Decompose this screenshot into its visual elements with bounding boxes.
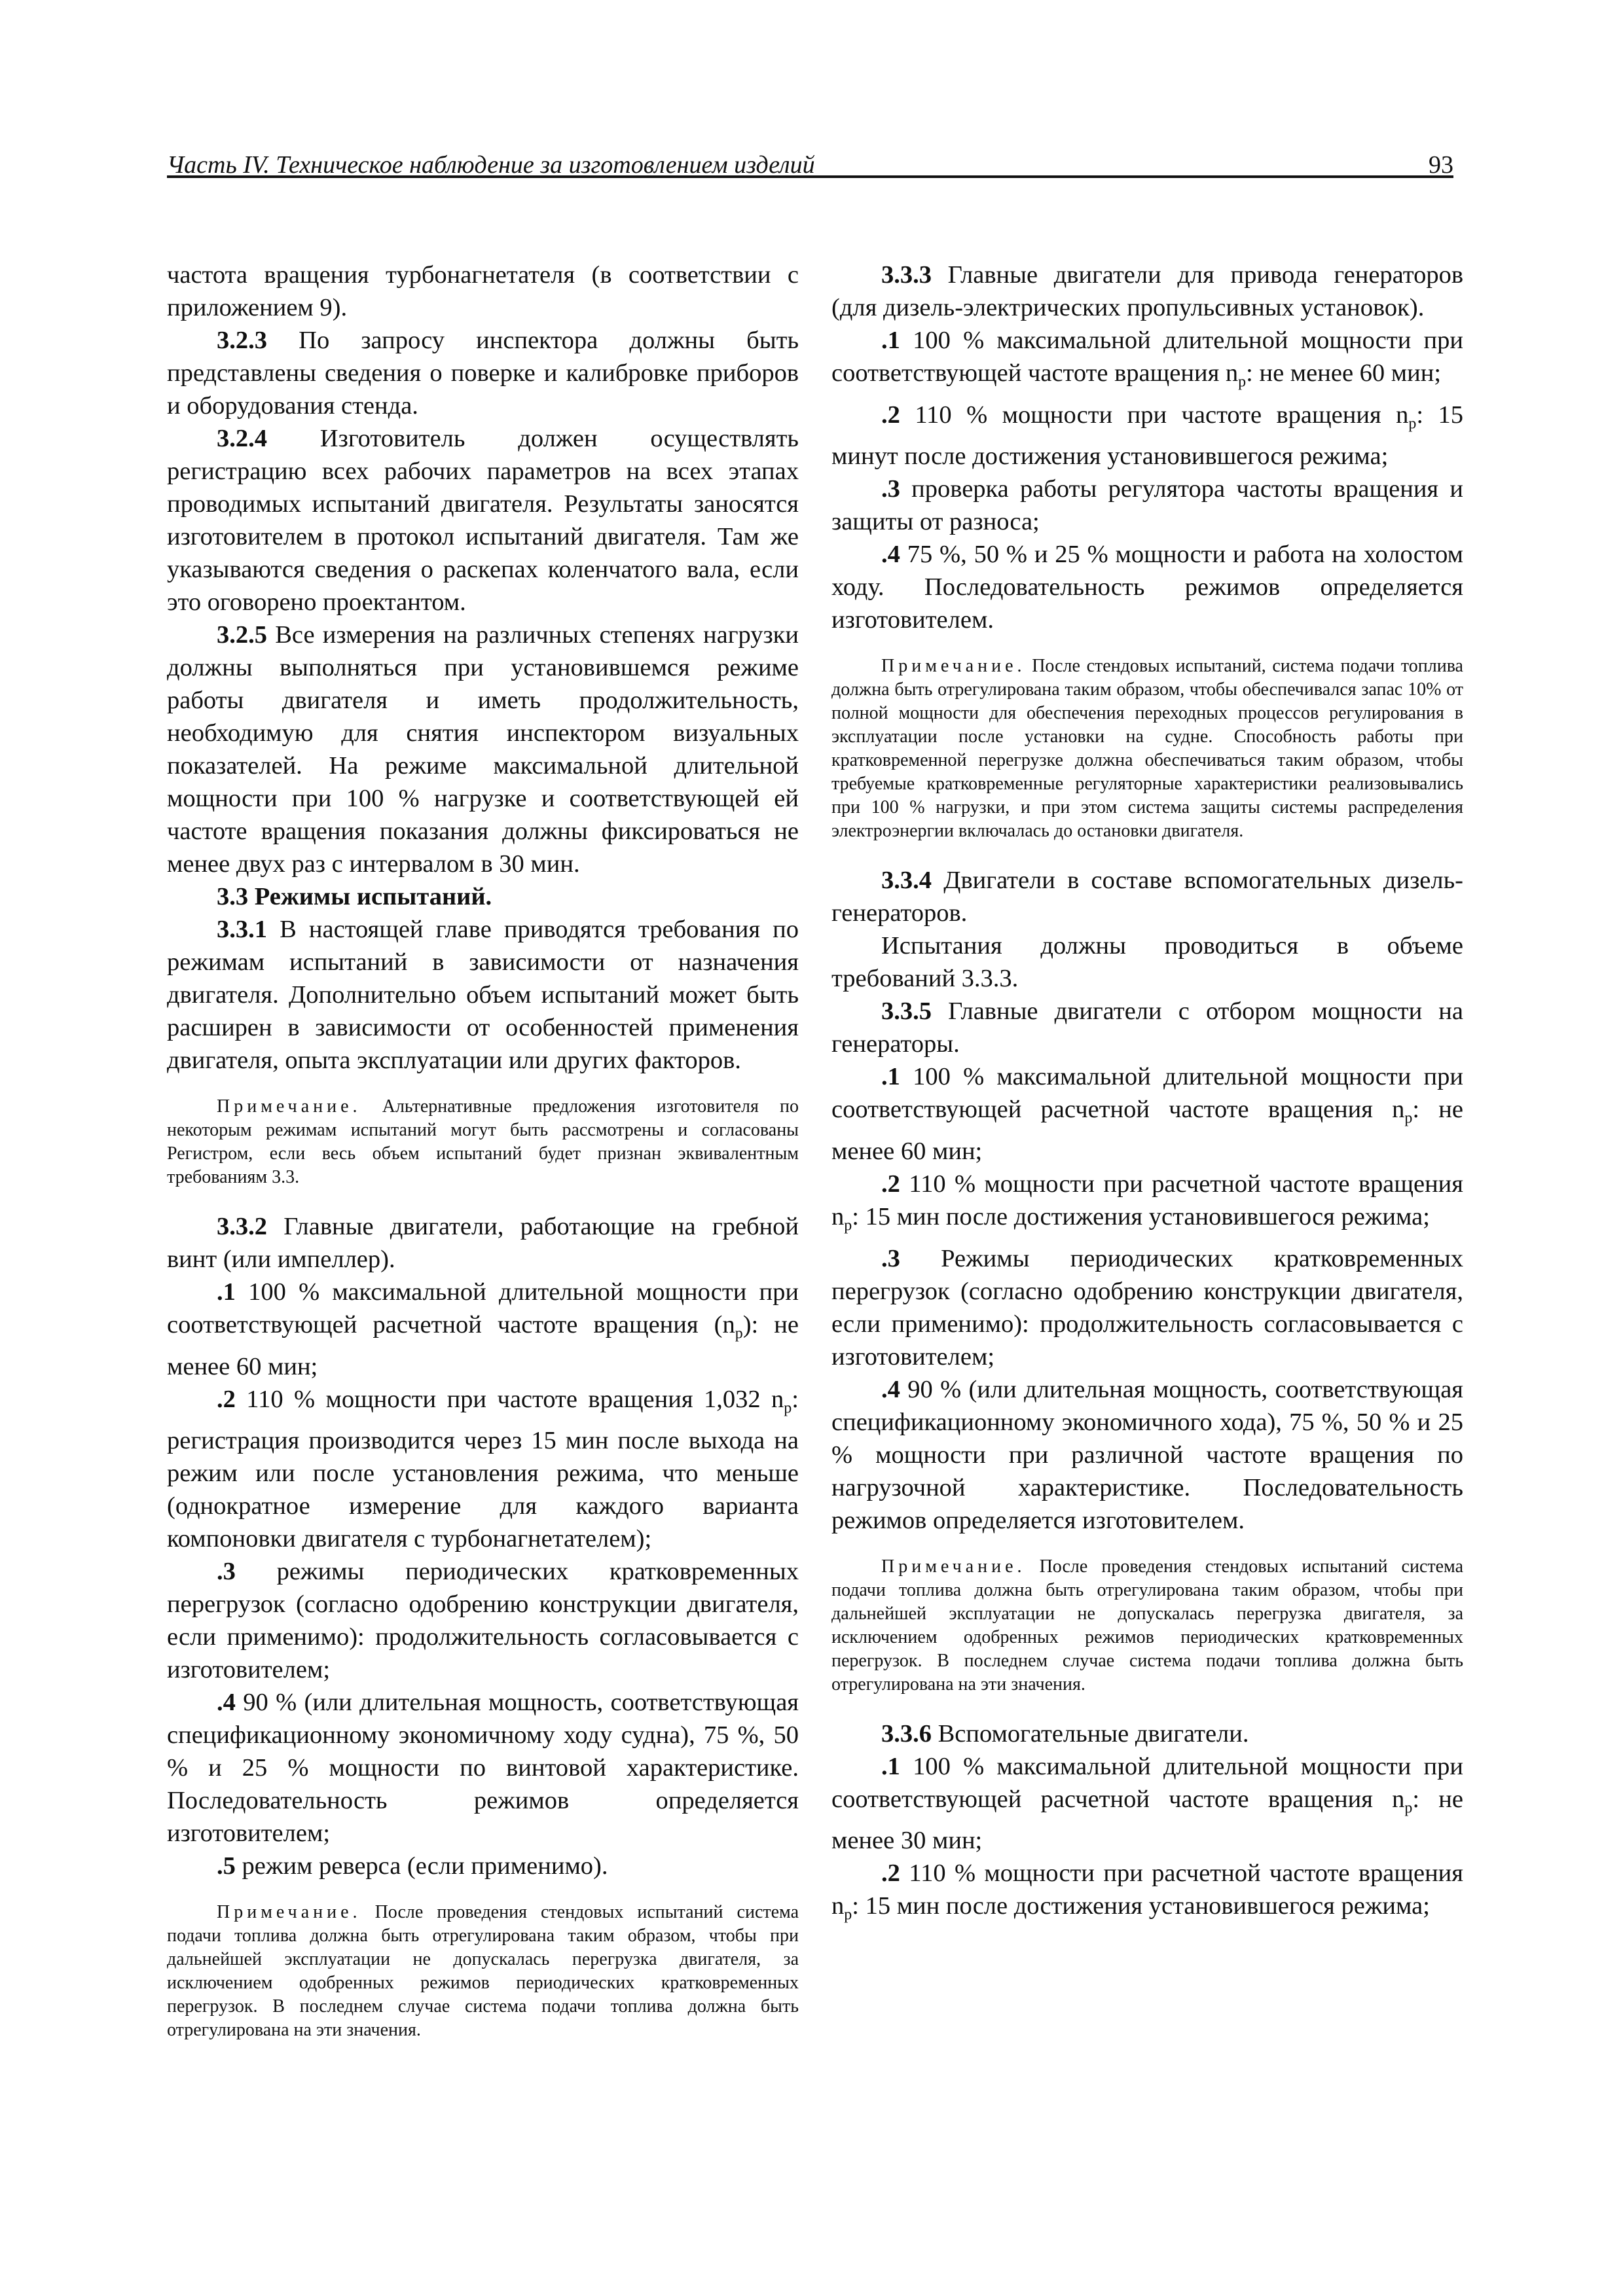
left-column <box>167 259 799 2063</box>
paragraph: 3.3.3 Главные двигатели для привода генераторов (для дизель-электрических пропульсивных установок). <box>831 261 1463 321</box>
list-item: .1 100 % максимальной длительной мощности при соответствующей частоте вращения $n_р$: не менее 60 мин; <box>831 327 1463 391</box>
header-rule <box>167 175 1453 178</box>
list-item: .1 100 % максимальной длительной мощности при соответствующей расчетной частоте вращения $n_р$: не менее 30 мин; <box>831 1752 1463 1855</box>
list-item: .1 100 % максимальной длительной мощности при соответствующей расчетной частоте вращения $(n_р)$: не менее 60 мин; <box>167 1278 799 1380</box>
paragraph: 3.2.3 По запросу инспектора должны быть представлены сведения о поверке и калибровке приборов и оборудования стенда. <box>167 327 799 420</box>
page-number: 93 <box>1429 151 1453 179</box>
paragraph: 3.2.4 Изготовитель должен осуществлять регистрацию всех рабочих параметров на всех этапах проводимых испытаний двигателя. Результаты заносятся изготовителем в протокол испытаний двигателя. Там же указываются сведения о раскепах коленчатого вала, если это оговорено проектантом. <box>167 425 799 616</box>
list-item: .2 110 % мощности при частоте вращения 1,032 $n_р$: регистрация производится через 15 мин после выхода на режим или после установления режима, что меньше (однократное измерение для каждого варианта компоновки двигателя с турбонагнетателем); <box>167 1385 799 1553</box>
list-item: .3 проверка работы регулятора частоты вращения и защиты от разноса; <box>831 475 1463 536</box>
list-item: .3 Режимы периодических кратковременных перегрузок (согласно одобрению конструкции двигателя, если применимо): продолжительность согласовывается с изготовителем; <box>831 1244 1463 1371</box>
list-item: .4 75 %, 50 % и 25 % мощности и работа на холостом ходу. Последовательность режимов определяется изготовителем. <box>831 541 1463 634</box>
list-item: .5 режим реверса (если применимо). <box>217 1852 608 1880</box>
list-item: .2 110 % мощности при расчетной частоте вращения $n_р$: 15 мин после достижения установившегося режима; <box>831 1170 1463 1234</box>
paragraph: Испытания должны проводиться в объеме требований 3.3.3. <box>831 932 1463 993</box>
list-item: .3 режимы периодических кратковременных перегрузок (согласно одобрению конструкции двигателя, если применимо): продолжительность согласовывается с изготовителем; <box>167 1558 799 1684</box>
list-item: .4 90 % (или длительная мощность, соответствующая спецификационному экономичного хода), 75 %, 50 % и 25 % мощности при различной частоте вращения по нагрузочной характеристике. Последовательность режимов определяется изготовителем. <box>831 1375 1463 1534</box>
paragraph: 3.2.5 Все измерения на различных степенях нагрузки должны выполняться при установившемся режиме работы двигателя и иметь продолжительность, необходимую для снятия инспектором визуальных показателей. На режиме максимальной длительной мощности при 100 % нагрузке и соответствующей ей частоте вращения показания должны фиксироваться не менее двух раз с интервалом в 30 мин. <box>167 621 799 878</box>
paragraph: 3.3.1 В настоящей главе приводятся требования по режимам испытаний в зависимости от назначения двигателя. Дополнительно объем испытаний может быть расширен в зависимости от особенностей применения двигателя, опыта эксплуатации или других факторов. <box>167 916 799 1074</box>
list-item: .2 110 % мощности при расчетной частоте вращения $n_р$: 15 мин после достижения установившегося режима; <box>831 1859 1463 1924</box>
paragraph: 3.3.6 Вспомогательные двигатели. <box>881 1719 1249 1748</box>
header-title: Часть IV. Техническое наблюдение за изготовлением изделий <box>167 151 815 179</box>
note-block: Примечание. После проведения стендовых испытаний система подачи топлива должна быть отрегулирована таким образом, чтобы при дальнейшей эксплуатации не допускалась перегрузка двигателя, за исключением одобренных режимов периодических кратковременных перегрузок. В последнем случае система подачи топлива должна быть отрегулирована на эти значения. <box>167 1902 799 2041</box>
paragraph: частота вращения турбонагнетателя (в соответствии с приложением 9). <box>167 261 799 321</box>
list-item: .1 100 % максимальной длительной мощности при соответствующей расчетной частоте вращения $n_р$: не менее 60 мин; <box>831 1063 1463 1166</box>
paragraph: 3.3.4 Двигатели в составе вспомогательных дизель-генераторов. <box>831 867 1463 927</box>
list-item: .2 110 % мощности при частоте вращения $n_р$: 15 минут после достижения установившегося режима; <box>831 401 1463 471</box>
note-block: Примечание. Альтернативные предложения изготовителя по некоторым режимам испытаний могут быть рассмотрены и согласованы Регистром, если весь объем испытаний будет признан эквивалентным требованиям 3.3. <box>167 1096 799 1187</box>
paragraph: 3.3.2 Главные двигатели, работающие на гребной винт (или импеллер). <box>167 1213 799 1273</box>
paragraph: 3.3.5 Главные двигатели с отбором мощности на генераторы. <box>831 997 1463 1058</box>
note-block: Примечание. После стендовых испытаний, система подачи топлива должна быть отрегулирована таким образом, чтобы обеспечивался запас 10% от полной мощности для обеспечения переходных процессов регулирования в эксплуатации после установки на судне. Способность работы при кратковременной перегрузке должна обеспечиваться таким образом, чтобы требуемые кратковременные регуляторные характеристики реализовывались при 100 % нагрузки, и при этом система защиты системы распределения электроэнергии включалась до остановки двигателя. <box>831 656 1463 842</box>
section-heading: 3.3 Режимы испытаний. <box>217 883 492 910</box>
note-block: Примечание. После проведения стендовых испытаний система подачи топлива должна быть отрегулирована таким образом, чтобы при дальнейшей эксплуатации не допускалась перегрузка двигателя, за исключением одобренных режимов периодических кратковременных перегрузок. В последнем случае система подачи топлива должна быть отрегулирована на эти значения. <box>831 1556 1463 1695</box>
right-column <box>831 259 1463 1931</box>
running-header <box>167 145 1453 178</box>
list-item: .4 90 % (или длительная мощность, соответствующая спецификационному экономичному ходу судна), 75 %, 50 % и 25 % мощности по винтовой характеристике. Последовательность режимов определяется изготовителем; <box>167 1689 799 1848</box>
